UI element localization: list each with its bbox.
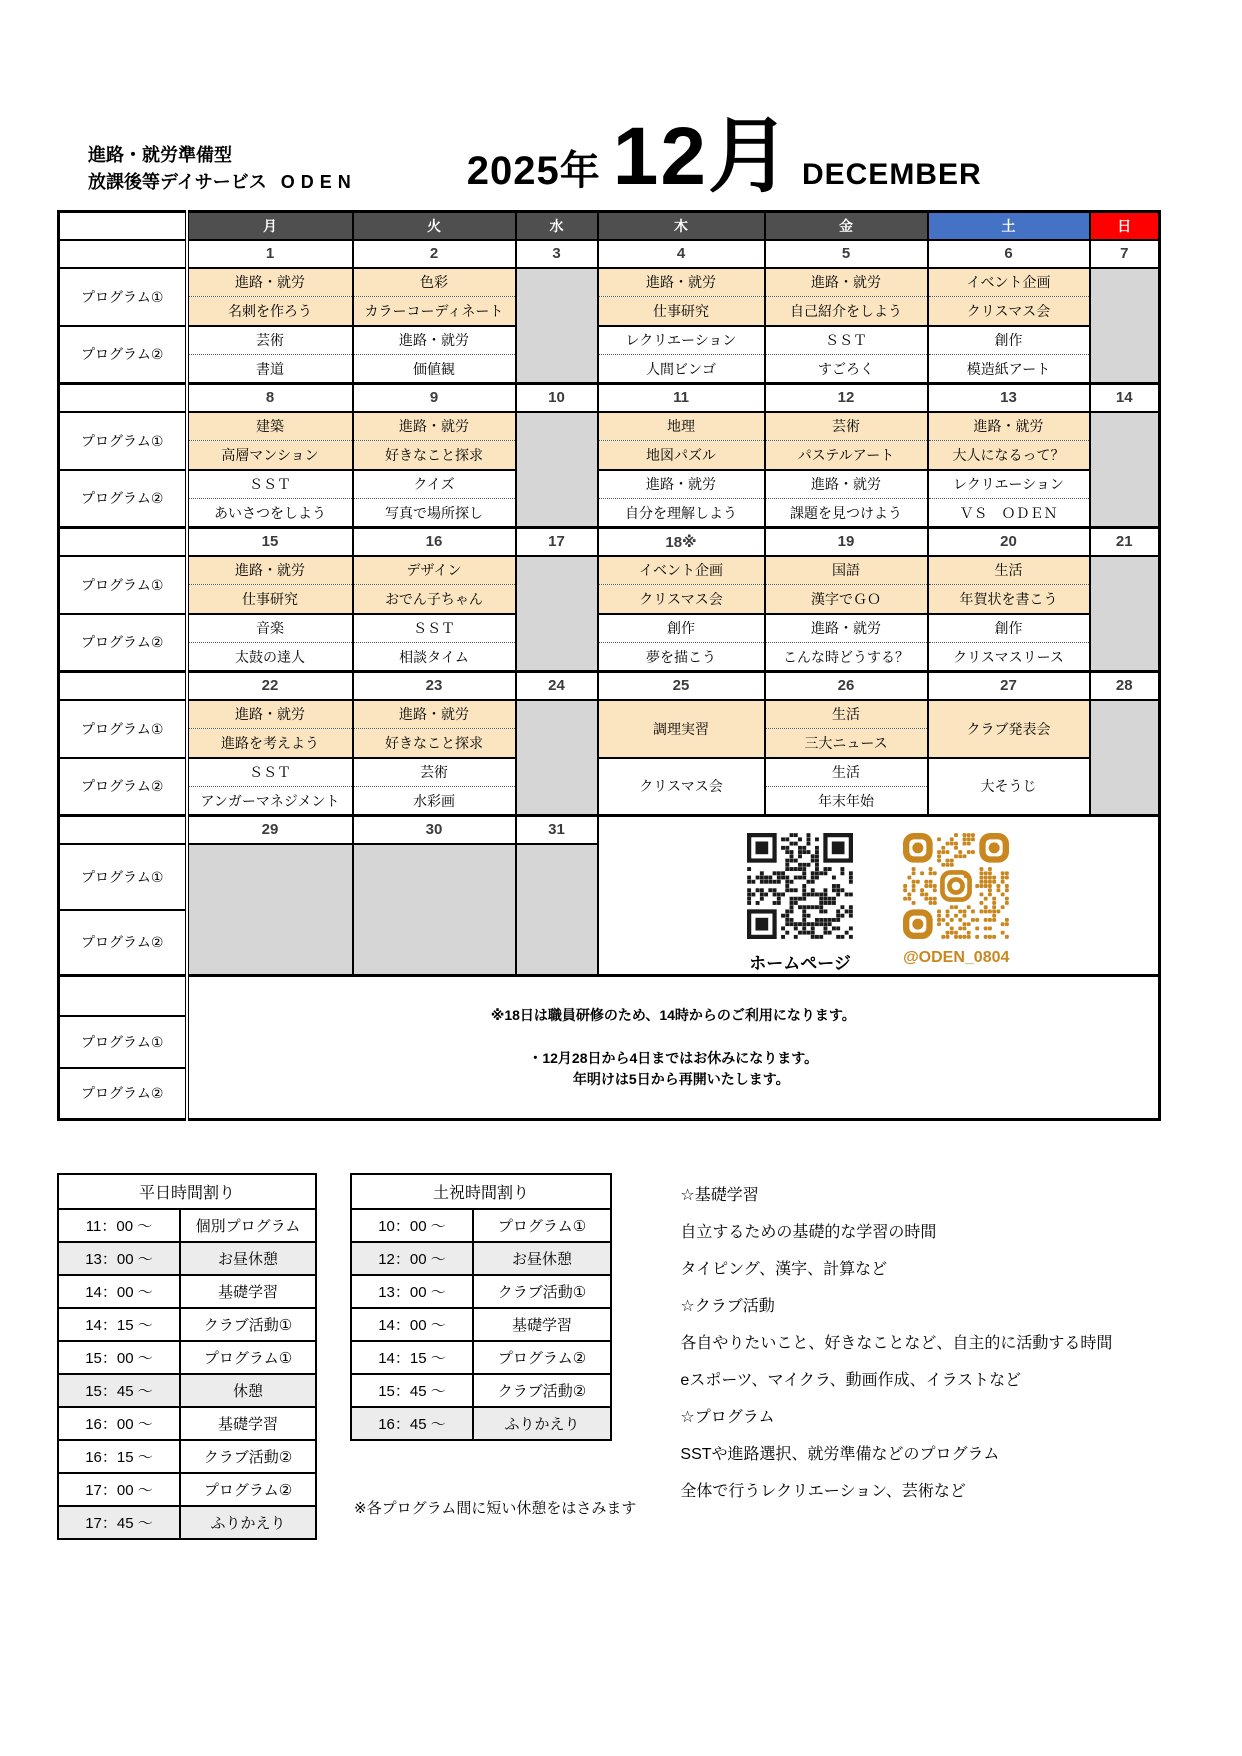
day-header-4: 木 (598, 212, 765, 240)
program-category-cell: ＳＳＴ (187, 758, 353, 787)
program-activity-cell: カラーコーディネート (353, 297, 516, 326)
program-row-label: プログラム① (59, 412, 187, 470)
program-category-cell: レクリエーション (928, 470, 1090, 499)
program-merged-cell: 調理実習 (598, 700, 765, 758)
closed-day-cell (353, 844, 516, 976)
program-category-cell: 進路・就労 (765, 268, 928, 297)
service-name: 放課後等デイサービス (88, 172, 267, 192)
program-activity-cell: パステルアート (765, 441, 928, 470)
legend-title: ☆プログラム (680, 1409, 775, 1426)
program-activity-cell: 模造紙アート (928, 355, 1090, 384)
legend-line: 全体で行うレクリエーション、芸術など (680, 1483, 966, 1500)
closed-day-cell (1090, 412, 1160, 528)
date-cell: 6 (928, 240, 1090, 268)
notes-label-spacer (59, 976, 187, 1016)
date-cell: 11 (598, 384, 765, 412)
month-label: 12月 (612, 111, 792, 202)
program-activity-cell: 名刺を作ろう (187, 297, 353, 326)
weekday-schedule-table (57, 1173, 317, 1540)
schedule-time-cell: 13：00 ～ (351, 1275, 473, 1308)
homepage-qr-label: ホームページ (749, 954, 851, 973)
program-activity-cell: 人間ビンゴ (598, 355, 765, 384)
holiday-schedule-table (350, 1173, 612, 1441)
closed-day-cell (516, 268, 598, 384)
date-cell: 12 (765, 384, 928, 412)
schedule-activity-cell: クラブ活動② (473, 1374, 611, 1407)
program-row-label: プログラム① (59, 268, 187, 326)
program-row-label: プログラム② (59, 470, 187, 528)
schedule-activity-cell: 基礎学習 (180, 1407, 316, 1440)
schedule-activity-cell: 休憩 (180, 1374, 316, 1407)
program-category-cell: イベント企画 (598, 556, 765, 585)
date-cell: 31 (516, 816, 598, 844)
week-label-spacer (59, 240, 187, 268)
instagram-qr-code (903, 833, 1009, 939)
schedule-activity-cell: クラブ活動② (180, 1440, 316, 1473)
date-cell: 10 (516, 384, 598, 412)
program-category-cell: 地理 (598, 412, 765, 441)
program-category-cell: 進路・就労 (765, 470, 928, 499)
page-header (0, 0, 1242, 210)
schedule-activity-cell: お昼休憩 (180, 1242, 316, 1275)
program-category-cell: ＳＳＴ (353, 614, 516, 643)
legend (680, 1173, 1112, 1508)
program-row-label: プログラム② (59, 910, 187, 976)
date-cell: 19 (765, 528, 928, 556)
schedule-time-cell: 15：45 ～ (58, 1374, 180, 1407)
legend-line: タイピング、漢字、計算など (680, 1261, 888, 1278)
program-activity-cell: 漢字でＧＯ (765, 585, 928, 614)
program-activity-cell: クリスマス会 (928, 297, 1090, 326)
program-activity-cell: 水彩画 (353, 787, 516, 816)
date-cell: 24 (516, 672, 598, 700)
schedule-time-cell: 15：00 ～ (58, 1341, 180, 1374)
program-activity-cell: 夢を描こう (598, 643, 765, 672)
program-activity-cell: 大人になるって？ (928, 441, 1090, 470)
date-cell: 15 (187, 528, 353, 556)
program-category-cell: デザイン (353, 556, 516, 585)
program-activity-cell: 好きなこと探求 (353, 729, 516, 758)
legend-line: SSTや進路選択、就労準備などのプログラム (680, 1446, 1000, 1463)
day-header-3: 水 (516, 212, 598, 240)
schedule-activity-cell: クラブ活動① (473, 1275, 611, 1308)
legend-line: 自立するための基礎的な学習の時間 (680, 1224, 937, 1241)
schedule-activity-cell: プログラム① (180, 1341, 316, 1374)
schedule-activity-cell: ふりかえり (473, 1407, 611, 1440)
date-cell: 18※ (598, 528, 765, 556)
date-cell: 17 (516, 528, 598, 556)
program-category-cell: 進路・就労 (187, 268, 353, 297)
legend-line: eスポーツ、マイクラ、動画作成、イラストなど (680, 1372, 1022, 1389)
date-cell: 2 (353, 240, 516, 268)
schedule-activity-cell: 個別プログラム (180, 1209, 316, 1242)
weekday-schedule-title: 平日時間割り (58, 1174, 316, 1209)
schedule-time-cell: 16：45 ～ (351, 1407, 473, 1440)
brand-name: ODEN (280, 172, 357, 192)
legend-title: ☆クラブ活動 (680, 1298, 775, 1315)
schedule-activity-cell: ふりかえり (180, 1506, 316, 1539)
date-cell: 20 (928, 528, 1090, 556)
schedule-time-cell: 16：00 ～ (58, 1407, 180, 1440)
closed-day-cell (516, 844, 598, 976)
date-cell: 27 (928, 672, 1090, 700)
qr-area (598, 816, 1160, 976)
month-english-label: DECEMBER (801, 158, 982, 191)
schedule-activity-cell: お昼休憩 (473, 1242, 611, 1275)
date-cell: 3 (516, 240, 598, 268)
program-category-cell: ＳＳＴ (765, 326, 928, 355)
program-category-cell: 進路・就労 (598, 470, 765, 499)
week-label-spacer (59, 528, 187, 556)
instagram-handle-label: @ODEN_0804 (903, 949, 1010, 966)
program-activity-cell: 写真で場所探し (353, 499, 516, 528)
date-cell: 9 (353, 384, 516, 412)
program-category-cell: 進路・就労 (353, 412, 516, 441)
organization-block (88, 142, 357, 196)
program-activity-cell: ＶＳ ＯＤＥＮ (928, 499, 1090, 528)
program-activity-cell: 好きなこと探求 (353, 441, 516, 470)
program-activity-cell: 年賀状を書こう (928, 585, 1090, 614)
program-category-cell: 芸術 (187, 326, 353, 355)
schedule-activity-cell: 基礎学習 (473, 1308, 611, 1341)
schedule-time-cell: 14：00 ～ (58, 1275, 180, 1308)
schedule-activity-cell: プログラム① (473, 1209, 611, 1242)
schedule-time-cell: 14：00 ～ (351, 1308, 473, 1341)
date-cell: 14 (1090, 384, 1160, 412)
holiday-schedule-title: 土祝時間割り (351, 1174, 611, 1209)
closed-day-cell (1090, 268, 1160, 384)
program-activity-cell: 地図パズル (598, 441, 765, 470)
program-category-cell: イベント企画 (928, 268, 1090, 297)
schedule-time-cell: 17：00 ～ (58, 1473, 180, 1506)
calendar-notes (187, 976, 1160, 1120)
legend-title: ☆基礎学習 (680, 1187, 759, 1204)
calendar-table (57, 210, 1161, 1121)
program-category-cell: 生活 (765, 758, 928, 787)
program-activity-cell: 仕事研究 (598, 297, 765, 326)
schedule-activity-cell: クラブ活動① (180, 1308, 316, 1341)
date-cell: 30 (353, 816, 516, 844)
program-row-label: プログラム① (59, 700, 187, 758)
calendar-body (59, 212, 1160, 1120)
program-row-label: プログラム① (59, 844, 187, 910)
schedule-note: ※各プログラム間に短い休憩をはさみます (354, 1500, 637, 1517)
program-category-cell: 進路・就労 (353, 326, 516, 355)
program-activity-cell: クリスマスリース (928, 643, 1090, 672)
program-activity-cell: 課題を見つけよう (765, 499, 928, 528)
day-header-7: 日 (1090, 212, 1160, 240)
program-category-cell: 創作 (928, 326, 1090, 355)
service-type: 進路・就労準備型 (88, 145, 232, 165)
qr-wrap (599, 817, 1159, 974)
program-activity-cell: アンガーマネジメント (187, 787, 353, 816)
homepage-qr-code (747, 833, 853, 939)
program-row-label: プログラム① (59, 556, 187, 614)
schedule-time-cell: 13：00 ～ (58, 1242, 180, 1275)
date-cell: 25 (598, 672, 765, 700)
schedule-time-cell: 17：45 ～ (58, 1506, 180, 1539)
legend-line: 各自やりたいこと、好きなことなど、自主的に活動する時間 (680, 1335, 1113, 1352)
homepage-qr-block (747, 833, 853, 974)
program-category-cell: クイズ (353, 470, 516, 499)
note-line-3: 年明けは5日から再開いたします。 (572, 1071, 790, 1087)
program-category-cell: 進路・就労 (765, 614, 928, 643)
program-row-label: プログラム② (59, 326, 187, 384)
schedule-time-cell: 12：00 ～ (351, 1242, 473, 1275)
closed-day-cell (1090, 556, 1160, 672)
schedule-time-cell: 16：15 ～ (58, 1440, 180, 1473)
schedule-time-cell: 14：15 ～ (58, 1308, 180, 1341)
week-label-spacer (59, 816, 187, 844)
program-activity-cell: 進路を考えよう (187, 729, 353, 758)
instagram-qr-block (903, 833, 1009, 967)
day-header-6: 土 (928, 212, 1090, 240)
program-activity-cell: クリスマス会 (598, 585, 765, 614)
program-activity-cell: 太鼓の達人 (187, 643, 353, 672)
program-category-cell: レクリエーション (598, 326, 765, 355)
bottom-section (57, 1173, 1242, 1540)
date-cell: 21 (1090, 528, 1160, 556)
schedule-time-cell: 15：45 ～ (351, 1374, 473, 1407)
calendar-corner (59, 212, 187, 240)
schedule-time-cell: 14：15 ～ (351, 1341, 473, 1374)
date-cell: 26 (765, 672, 928, 700)
program-category-cell: 色彩 (353, 268, 516, 297)
week-label-spacer (59, 384, 187, 412)
program-activity-cell: 価値観 (353, 355, 516, 384)
program-activity-cell: あいさつをしよう (187, 499, 353, 528)
program-category-cell: 進路・就労 (598, 268, 765, 297)
program-merged-cell: 大そうじ (928, 758, 1090, 816)
date-cell: 22 (187, 672, 353, 700)
note-line-2: ・12月28日から4日まではお休みになります。 (528, 1050, 819, 1066)
program-category-cell: 創作 (598, 614, 765, 643)
day-header-2: 火 (353, 212, 516, 240)
program-category-cell: 国語 (765, 556, 928, 585)
day-header-1: 月 (187, 212, 353, 240)
closed-day-cell (516, 412, 598, 528)
program-category-cell: 進路・就労 (928, 412, 1090, 441)
date-cell: 8 (187, 384, 353, 412)
schedule-time-cell: 10：00 ～ (351, 1209, 473, 1242)
week-label-spacer (59, 672, 187, 700)
year-label: 2025年 (466, 149, 601, 193)
weekday-schedule-body (58, 1209, 316, 1539)
closed-day-cell (516, 700, 598, 816)
program-activity-cell: 三大ニュース (765, 729, 928, 758)
date-cell: 13 (928, 384, 1090, 412)
program-row-label: プログラム① (59, 1016, 187, 1068)
closed-day-cell (187, 844, 353, 976)
program-category-cell: 生活 (928, 556, 1090, 585)
program-activity-cell: こんな時どうする？ (765, 643, 928, 672)
program-category-cell: 建築 (187, 412, 353, 441)
program-activity-cell: おでん子ちゃん (353, 585, 516, 614)
program-activity-cell: 高層マンション (187, 441, 353, 470)
program-activity-cell: 相談タイム (353, 643, 516, 672)
closed-day-cell (516, 556, 598, 672)
date-cell: 4 (598, 240, 765, 268)
program-category-cell: 進路・就労 (187, 556, 353, 585)
program-merged-cell: クラブ発表会 (928, 700, 1090, 758)
program-row-label: プログラム② (59, 758, 187, 816)
program-activity-cell: 年末年始 (765, 787, 928, 816)
program-merged-cell: クリスマス会 (598, 758, 765, 816)
date-cell: 16 (353, 528, 516, 556)
program-activity-cell: すごろく (765, 355, 928, 384)
program-category-cell: 進路・就労 (353, 700, 516, 729)
closed-day-cell (1090, 700, 1160, 816)
date-cell: 23 (353, 672, 516, 700)
schedule-activity-cell: プログラム② (473, 1341, 611, 1374)
program-category-cell: 芸術 (765, 412, 928, 441)
holiday-schedule-column (350, 1173, 636, 1518)
program-activity-cell: 自己紹介をしよう (765, 297, 928, 326)
schedule-activity-cell: 基礎学習 (180, 1275, 316, 1308)
date-cell: 5 (765, 240, 928, 268)
date-cell: 1 (187, 240, 353, 268)
date-cell: 28 (1090, 672, 1160, 700)
schedule-time-cell: 11：00 ～ (58, 1209, 180, 1242)
program-activity-cell: 仕事研究 (187, 585, 353, 614)
date-cell: 29 (187, 816, 353, 844)
program-activity-cell: 自分を理解しよう (598, 499, 765, 528)
program-category-cell: 芸術 (353, 758, 516, 787)
month-title (466, 111, 982, 202)
program-activity-cell: 書道 (187, 355, 353, 384)
note-line-1: ※18日は職員研修のため、14時からのご利用になります。 (490, 1007, 856, 1023)
program-category-cell: 音楽 (187, 614, 353, 643)
program-category-cell: ＳＳＴ (187, 470, 353, 499)
program-row-label: プログラム② (59, 1068, 187, 1120)
schedule-activity-cell: プログラム② (180, 1473, 316, 1506)
day-header-5: 金 (765, 212, 928, 240)
date-cell: 7 (1090, 240, 1160, 268)
holiday-schedule-body (351, 1209, 611, 1440)
program-category-cell: 創作 (928, 614, 1090, 643)
program-row-label: プログラム② (59, 614, 187, 672)
program-category-cell: 進路・就労 (187, 700, 353, 729)
program-category-cell: 生活 (765, 700, 928, 729)
